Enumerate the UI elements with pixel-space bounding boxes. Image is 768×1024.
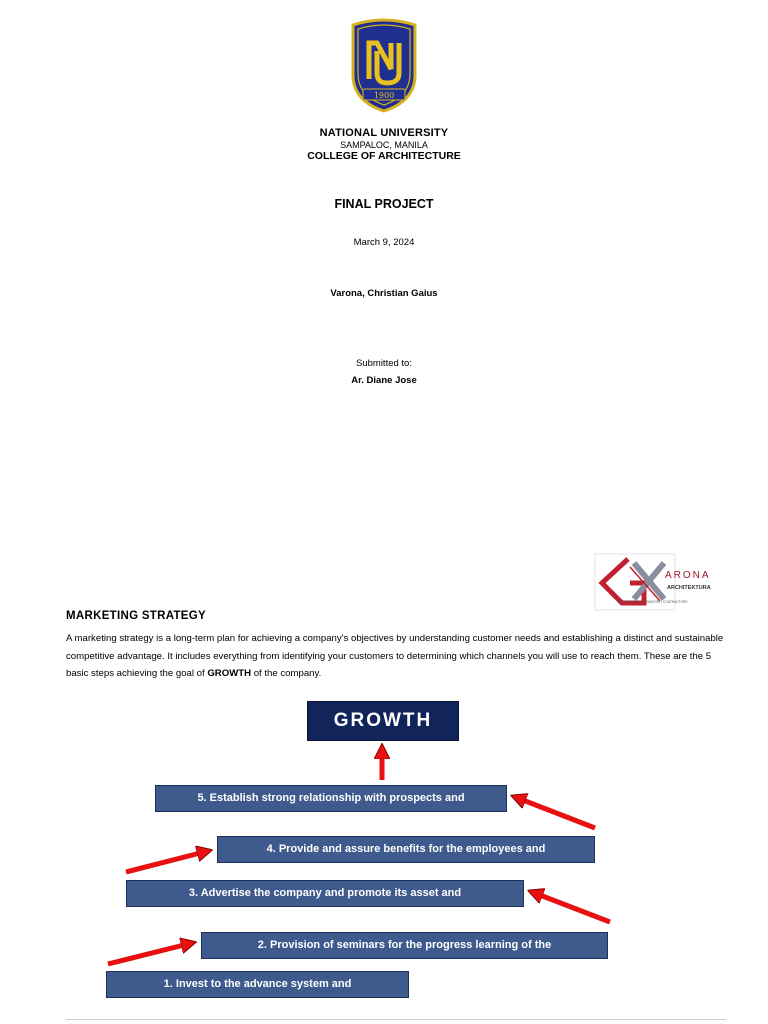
logo-name: ARONA	[665, 570, 711, 581]
project-title: FINAL PROJECT	[334, 197, 434, 211]
arrow-to-step-5	[515, 797, 595, 828]
project-date: March 9, 2024	[353, 237, 415, 248]
arrow-to-step-4	[126, 851, 208, 872]
footer-divider	[66, 1019, 726, 1020]
logo-sub: ARCHITEKTURA	[667, 585, 711, 591]
arrow-to-step-3	[532, 892, 610, 922]
diagram-arrows	[0, 690, 768, 990]
college-name: COLLEGE OF ARCHITECTURE	[307, 150, 461, 162]
step-1-box: 1. Invest to the advance system and	[106, 971, 409, 998]
company-logo	[594, 553, 720, 611]
step-2-box: 2. Provision of seminars for the progress learning of the	[201, 932, 608, 959]
submitted-label: Submitted to:	[356, 358, 412, 369]
step-5-box: 5. Establish strong relationship with prospects and	[155, 785, 507, 812]
paragraph-text: A marketing strategy is a long-term plan for achieving a company's objectives by understanding customer needs and establishing a distinct and sustainable competitive advantage. It includes everything from identifying your customers to determining which channels you will use to reach them. These are the 5 basic steps achieving the goal of	[66, 633, 724, 679]
logo-tagline: ARCHITECTS • ENGINEERS • CONTRACTORS	[618, 600, 688, 604]
arrow-to-step-2	[108, 943, 192, 964]
paragraph-emphasis: GROWTH	[207, 668, 252, 679]
section-title: MARKETING STRATEGY	[66, 610, 206, 622]
university-name: NATIONAL UNIVERSITY	[319, 127, 449, 139]
author-name: Varona, Christian Gaius	[330, 288, 438, 299]
growth-goal-box: GROWTH	[307, 701, 459, 741]
paragraph-tail: of the company.	[251, 668, 322, 679]
campus-location: SAMPALOC, MANILA	[340, 140, 428, 150]
seal-year: 1900	[373, 91, 395, 100]
section-paragraph	[66, 630, 726, 683]
advisor-name: Ar. Diane Jose	[351, 375, 417, 386]
step-4-box: 4. Provide and assure benefits for the employees and	[217, 836, 595, 863]
university-seal	[347, 17, 421, 113]
step-3-box: 3. Advertise the company and promote its asset and	[126, 880, 524, 907]
